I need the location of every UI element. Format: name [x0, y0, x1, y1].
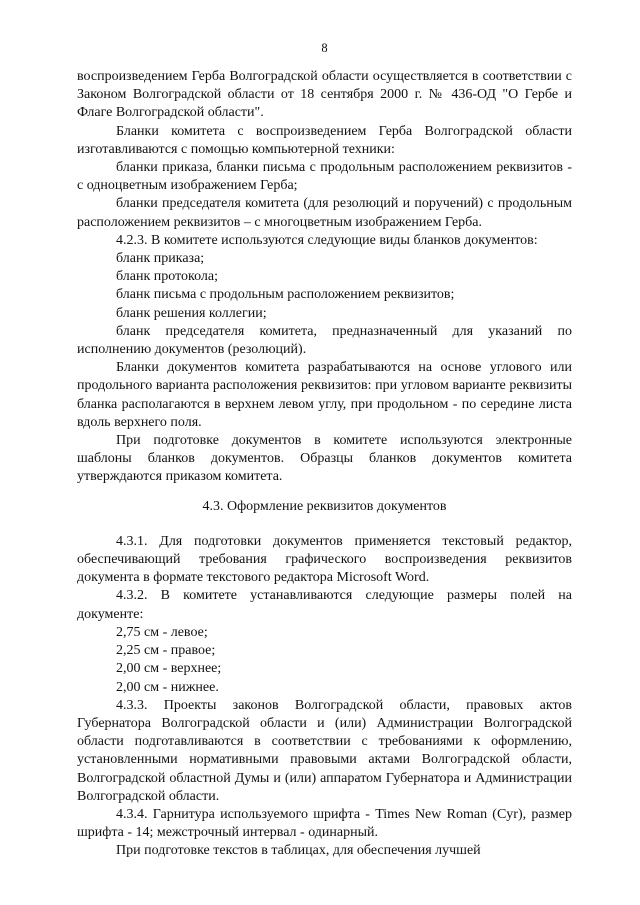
text-block-after-heading — [77, 533, 572, 861]
paragraph: 4.2.3. В комитете используются следующие виды бланков документов: — [116, 232, 538, 248]
page-number: 8 — [321, 41, 328, 55]
section-heading: 4.3. Оформление реквизитов документов — [202, 498, 447, 514]
paragraph: 4.3.4. Гарнитура используемого шрифта - Times New Roman (Cyr), размер шрифта - 14; межстрочный интервал - одинарный. — [77, 806, 572, 841]
paragraph: бланк письма с продольным расположением реквизитов; — [116, 287, 455, 303]
paragraph: Бланки комитета с воспроизведением Герба Волгоградской области изготавливаются с помощью компьютерной техники: — [77, 123, 572, 157]
paragraph: 4.3.3. Проекты законов Волгоградской области, правовых актов Губернатора Волгоградской области и (или) Администрации Волгоградской области подготавливаются в соответствии с требованиями к оформлению, установленными нормативными правовыми актами Волгоградской области, Волгоградской областной Думы и (или) аппаратом Губернатора и Администрации Волгоградской области. — [77, 697, 572, 804]
paragraph: При подготовке документов в комитете используются электронные шаблоны бланков документов. Образцы бланков документов комитета утверждаются приказом комитета. — [77, 433, 572, 485]
paragraph: 2,00 см - верхнее; — [116, 661, 222, 677]
paragraph: бланки председателя комитета (для резолюций и поручений) с продольным расположением реквизитов – с многоцветным изображением Герба. — [77, 196, 572, 230]
text-block-before-heading — [77, 68, 572, 487]
paragraph: 2,25 см - правое; — [116, 643, 216, 659]
paragraph: бланк приказа; — [116, 251, 205, 267]
paragraph: бланки приказа, бланки письма с продольным расположением реквизитов - с одноцветным изображением Герба; — [77, 160, 572, 194]
paragraph: 2,75 см - левое; — [116, 624, 208, 640]
paragraph: воспроизведением Герба Волгоградской области осуществляется в соответствии с Законом Волгоградской области от 18 сентября 2000 г. № 436-ОД "О Гербе и Флаге Волгоградской области". — [77, 69, 572, 121]
paragraph: бланк протокола; — [116, 269, 219, 285]
paragraph: 2,00 см - нижнее. — [116, 679, 219, 695]
paragraph: 4.3.2. В комитете устанавливаются следующие размеры полей на документе: — [77, 588, 572, 622]
paragraph: При подготовке текстов в таблицах, для обеспечения лучшей — [116, 843, 481, 859]
paragraph: бланк председателя комитета, предназначенный для указаний по исполнению документов (резолюций). — [77, 323, 572, 358]
paragraph: Бланки документов комитета разрабатываются на основе углового или продольного варианта расположения реквизитов: при угловом варианте реквизиты бланка располагаются в верхнем левом углу, при продольном - по середине листа вдоль верхнего поля. — [77, 360, 572, 430]
paragraph: бланк решения коллегии; — [116, 305, 267, 321]
paragraph: 4.3.1. Для подготовки документов применяется текстовый редактор, обеспечивающий требования графического воспроизведения реквизитов документа в формате текстового редактора Microsoft Word. — [77, 533, 572, 586]
